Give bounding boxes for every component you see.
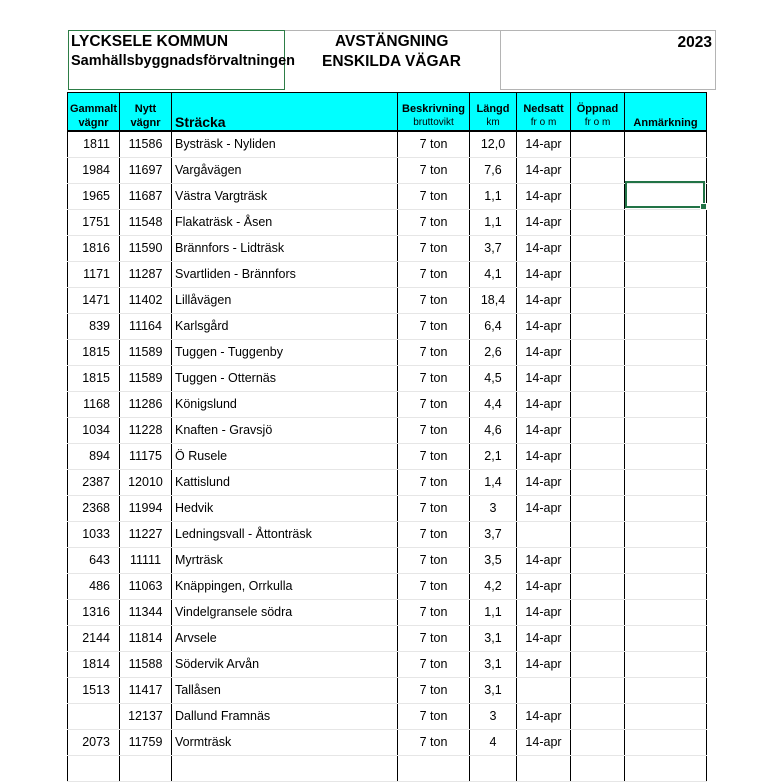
document-year: 2023 [677, 34, 712, 51]
remark-cell[interactable] [625, 521, 707, 547]
route-name-cell[interactable]: Knaften - Gravsjö [172, 417, 398, 443]
length-km-cell[interactable]: 3 [470, 703, 517, 729]
closed-from-cell[interactable]: 14-apr [517, 365, 571, 391]
column-header-remark[interactable]: Anmärkning [625, 93, 707, 131]
route-name-cell[interactable]: Västra Vargträsk [172, 183, 398, 209]
closed-from-cell[interactable]: 14-apr [517, 209, 571, 235]
table-row [68, 703, 707, 729]
opened-from-cell[interactable] [571, 599, 625, 625]
length-km-cell[interactable]: 2,1 [470, 443, 517, 469]
opened-from-cell[interactable] [571, 651, 625, 677]
gross-weight-cell[interactable]: 7 ton [398, 703, 470, 729]
opened-header-bottom: fr o m [584, 116, 611, 128]
new-road-number-cell[interactable]: 11548 [120, 209, 172, 235]
length-km-cell[interactable]: 1,4 [470, 469, 517, 495]
length-km-cell[interactable]: 6,4 [470, 313, 517, 339]
remark-cell[interactable] [625, 365, 707, 391]
route-name-cell[interactable]: Lillåvägen [172, 287, 398, 313]
remark-cell[interactable] [625, 573, 707, 599]
table-row [68, 495, 707, 521]
old-road-number-cell[interactable]: 1965 [68, 183, 120, 209]
column-header-route[interactable]: Sträcka [172, 93, 398, 131]
new-road-number-cell[interactable]: 11589 [120, 339, 172, 365]
table-row [68, 287, 707, 313]
new-road-header-bottom: vägnr [130, 116, 161, 129]
closed-from-cell[interactable]: 14-apr [517, 417, 571, 443]
route-name-cell[interactable]: Arvsele [172, 625, 398, 651]
length-km-cell[interactable]: 4 [470, 729, 517, 755]
gross-weight-cell[interactable]: 7 ton [398, 417, 470, 443]
remark-cell[interactable] [625, 469, 707, 495]
route-name-cell[interactable]: Dallund Framnäs [172, 703, 398, 729]
closed-from-cell[interactable]: 14-apr [517, 261, 571, 287]
route-name-cell[interactable]: Brännfors - Lidträsk [172, 235, 398, 261]
remark-cell[interactable] [625, 287, 707, 313]
closed-from-cell[interactable]: 14-apr [517, 287, 571, 313]
old-road-number-cell[interactable]: 1171 [68, 261, 120, 287]
opened-from-cell[interactable] [571, 313, 625, 339]
route-name-cell[interactable]: Myrträsk [172, 547, 398, 573]
table-header-row [68, 93, 707, 131]
opened-from-cell[interactable] [571, 209, 625, 235]
opened-header-top: Öppnad [576, 102, 619, 115]
route-name-cell[interactable]: Karlsgård [172, 313, 398, 339]
table-row [68, 391, 707, 417]
opened-from-cell[interactable] [571, 573, 625, 599]
new-road-number-cell[interactable]: 11287 [120, 261, 172, 287]
old-road-number-cell[interactable]: 1168 [68, 391, 120, 417]
length-km-cell[interactable]: 3,1 [470, 625, 517, 651]
table-row [68, 157, 707, 183]
closed-from-cell[interactable]: 14-apr [517, 495, 571, 521]
old-road-number-cell[interactable]: 1816 [68, 235, 120, 261]
opened-from-cell[interactable] [571, 677, 625, 703]
new-road-number-cell[interactable]: 11228 [120, 417, 172, 443]
remark-cell[interactable] [625, 313, 707, 339]
old-road-number-cell[interactable]: 643 [68, 547, 120, 573]
new-road-number-cell[interactable]: 11111 [120, 547, 172, 573]
title-block [68, 30, 716, 90]
new-road-number-cell[interactable]: 11286 [120, 391, 172, 417]
closed-from-cell[interactable]: 14-apr [517, 469, 571, 495]
opened-from-cell[interactable] [571, 391, 625, 417]
new-road-number-cell[interactable]: 12010 [120, 469, 172, 495]
gross-weight-cell[interactable]: 7 ton [398, 547, 470, 573]
opened-from-cell[interactable] [571, 625, 625, 651]
column-header-opened-from[interactable] [571, 93, 625, 131]
remark-cell[interactable] [625, 261, 707, 287]
new-road-number-cell[interactable]: 11590 [120, 235, 172, 261]
length-km-cell[interactable]: 4,2 [470, 573, 517, 599]
table-row [68, 469, 707, 495]
new-road-number-cell[interactable]: 11697 [120, 157, 172, 183]
length-km-cell[interactable] [470, 755, 517, 781]
route-name-cell[interactable]: Bysträsk - Nyliden [172, 131, 398, 158]
column-header-old-road-number[interactable] [68, 93, 120, 131]
old-road-number-cell[interactable]: 1316 [68, 599, 120, 625]
old-road-number-cell[interactable]: 1513 [68, 677, 120, 703]
opened-from-cell[interactable] [571, 443, 625, 469]
remark-cell[interactable] [625, 209, 707, 235]
route-name-cell[interactable]: Vindelgransele södra [172, 599, 398, 625]
table-row [68, 547, 707, 573]
length-km-cell[interactable]: 1,1 [470, 183, 517, 209]
opened-from-cell[interactable] [571, 469, 625, 495]
org-department: Samhällsbyggnadsförvaltningen [71, 53, 295, 69]
route-name-cell[interactable]: Vormträsk [172, 729, 398, 755]
document-subtitle: ENSKILDA VÄGAR [322, 53, 461, 70]
table-row [68, 599, 707, 625]
gross-weight-cell[interactable]: 7 ton [398, 131, 470, 158]
old-road-number-cell[interactable]: 1815 [68, 339, 120, 365]
new-road-number-cell[interactable]: 11417 [120, 677, 172, 703]
gross-weight-cell[interactable]: 7 ton [398, 573, 470, 599]
gross-weight-cell[interactable]: 7 ton [398, 677, 470, 703]
table-row [68, 183, 707, 209]
opened-from-cell[interactable] [571, 131, 625, 158]
column-header-length[interactable] [470, 93, 517, 131]
table-row [68, 339, 707, 365]
remark-cell[interactable] [625, 339, 707, 365]
remark-cell[interactable] [625, 729, 707, 755]
length-km-cell[interactable]: 4,6 [470, 417, 517, 443]
opened-from-cell[interactable] [571, 183, 625, 209]
length-km-cell[interactable]: 7,6 [470, 157, 517, 183]
opened-from-cell[interactable] [571, 521, 625, 547]
new-road-number-cell[interactable]: 12137 [120, 703, 172, 729]
gross-weight-cell[interactable]: 7 ton [398, 469, 470, 495]
length-header-bottom: km [486, 116, 500, 128]
column-header-description[interactable] [398, 93, 470, 131]
remark-cell[interactable] [625, 677, 707, 703]
column-header-closed-from[interactable] [517, 93, 571, 131]
table-row [68, 261, 707, 287]
org-name: LYCKSELE KOMMUN [71, 33, 229, 50]
table-row [68, 755, 707, 781]
route-name-cell[interactable]: Kattislund [172, 469, 398, 495]
route-name-cell[interactable]: Knäppingen, Orrkulla [172, 573, 398, 599]
opened-from-cell[interactable] [571, 365, 625, 391]
opened-from-cell[interactable] [571, 235, 625, 261]
length-km-cell[interactable]: 4,1 [470, 261, 517, 287]
gross-weight-cell[interactable]: 7 ton [398, 625, 470, 651]
old-road-number-cell[interactable]: 486 [68, 573, 120, 599]
remark-cell[interactable] [625, 651, 707, 677]
gross-weight-cell[interactable]: 7 ton [398, 729, 470, 755]
remark-cell[interactable] [625, 443, 707, 469]
gross-weight-cell[interactable]: 7 ton [398, 391, 470, 417]
new-road-number-cell[interactable]: 11344 [120, 599, 172, 625]
length-km-cell[interactable]: 3,1 [470, 677, 517, 703]
closed-from-cell[interactable]: 14-apr [517, 443, 571, 469]
length-km-cell[interactable]: 3,1 [470, 651, 517, 677]
remark-cell[interactable] [625, 157, 707, 183]
closed-from-cell[interactable]: 14-apr [517, 183, 571, 209]
length-km-cell[interactable]: 2,6 [470, 339, 517, 365]
length-km-cell[interactable]: 4,5 [470, 365, 517, 391]
table-row [68, 729, 707, 755]
closed-from-cell[interactable] [517, 755, 571, 781]
closed-from-cell[interactable]: 14-apr [517, 703, 571, 729]
length-km-cell[interactable]: 1,1 [470, 599, 517, 625]
old-road-number-cell[interactable]: 1984 [68, 157, 120, 183]
opened-from-cell[interactable] [571, 261, 625, 287]
old-road-number-cell[interactable]: 1811 [68, 131, 120, 158]
route-name-cell[interactable]: Ö Rusele [172, 443, 398, 469]
closed-from-cell[interactable]: 14-apr [517, 651, 571, 677]
closed-header-top: Nedsatt [523, 102, 564, 115]
new-road-number-cell[interactable]: 11759 [120, 729, 172, 755]
route-name-cell[interactable]: Tuggen - Otternäs [172, 365, 398, 391]
gross-weight-cell[interactable]: 7 ton [398, 521, 470, 547]
gross-weight-cell[interactable]: 7 ton [398, 443, 470, 469]
old-road-number-cell[interactable]: 2144 [68, 625, 120, 651]
gross-weight-cell[interactable]: 7 ton [398, 495, 470, 521]
closed-from-cell[interactable]: 14-apr [517, 131, 571, 158]
old-road-header-bottom: vägnr [78, 116, 109, 129]
new-road-number-cell[interactable]: 11164 [120, 313, 172, 339]
table-body [68, 131, 707, 782]
gross-weight-cell[interactable]: 7 ton [398, 339, 470, 365]
new-road-header-top: Nytt [134, 102, 157, 115]
table-row [68, 443, 707, 469]
remark-cell[interactable] [625, 183, 707, 209]
length-km-cell[interactable]: 1,1 [470, 209, 517, 235]
table-row [68, 573, 707, 599]
closed-from-cell[interactable]: 14-apr [517, 573, 571, 599]
closed-header-bottom: fr o m [530, 116, 557, 128]
gross-weight-cell[interactable]: 7 ton [398, 365, 470, 391]
old-road-header-top: Gammalt [69, 102, 118, 115]
old-road-number-cell[interactable]: 1814 [68, 651, 120, 677]
closed-from-cell[interactable]: 14-apr [517, 391, 571, 417]
closed-from-cell[interactable] [517, 677, 571, 703]
old-road-number-cell[interactable]: 1033 [68, 521, 120, 547]
new-road-number-cell[interactable]: 11175 [120, 443, 172, 469]
length-km-cell[interactable]: 3,7 [470, 521, 517, 547]
old-road-number-cell[interactable]: 894 [68, 443, 120, 469]
table-row [68, 131, 707, 158]
gross-weight-cell[interactable]: 7 ton [398, 209, 470, 235]
route-name-cell[interactable]: Königslund [172, 391, 398, 417]
old-road-number-cell[interactable] [68, 755, 120, 781]
old-road-number-cell[interactable]: 2073 [68, 729, 120, 755]
old-road-number-cell[interactable]: 2387 [68, 469, 120, 495]
table-row [68, 365, 707, 391]
remark-cell[interactable] [625, 391, 707, 417]
description-header-bottom: bruttovikt [413, 116, 454, 128]
length-header-top: Längd [476, 102, 510, 115]
table-row [68, 651, 707, 677]
new-road-number-cell[interactable]: 11588 [120, 651, 172, 677]
closed-from-cell[interactable]: 14-apr [517, 729, 571, 755]
new-road-number-cell[interactable]: 11994 [120, 495, 172, 521]
remark-cell[interactable] [625, 547, 707, 573]
closed-from-cell[interactable]: 14-apr [517, 625, 571, 651]
new-road-number-cell[interactable]: 11586 [120, 131, 172, 158]
new-road-number-cell[interactable]: 11063 [120, 573, 172, 599]
closed-from-cell[interactable]: 14-apr [517, 157, 571, 183]
route-name-cell[interactable]: Vargåvägen [172, 157, 398, 183]
route-name-cell[interactable]: Ledningsvall - Åttonträsk [172, 521, 398, 547]
closed-from-cell[interactable]: 14-apr [517, 339, 571, 365]
old-road-number-cell[interactable]: 1471 [68, 287, 120, 313]
old-road-number-cell[interactable]: 2368 [68, 495, 120, 521]
route-name-cell[interactable] [172, 755, 398, 781]
closed-from-cell[interactable]: 14-apr [517, 599, 571, 625]
gross-weight-cell[interactable]: 7 ton [398, 599, 470, 625]
table-row [68, 209, 707, 235]
table-row [68, 417, 707, 443]
opened-from-cell[interactable] [571, 703, 625, 729]
opened-from-cell[interactable] [571, 755, 625, 781]
route-name-cell[interactable]: Södervik Arvån [172, 651, 398, 677]
remark-cell[interactable] [625, 131, 707, 158]
route-name-cell[interactable]: Tallåsen [172, 677, 398, 703]
route-name-cell[interactable]: Tuggen - Tuggenby [172, 339, 398, 365]
column-header-new-road-number[interactable] [120, 93, 172, 131]
opened-from-cell[interactable] [571, 417, 625, 443]
opened-from-cell[interactable] [571, 729, 625, 755]
opened-from-cell[interactable] [571, 287, 625, 313]
gross-weight-cell[interactable]: 7 ton [398, 157, 470, 183]
route-name-cell[interactable]: Flakaträsk - Åsen [172, 209, 398, 235]
remark-cell[interactable] [625, 703, 707, 729]
length-km-cell[interactable]: 18,4 [470, 287, 517, 313]
gross-weight-cell[interactable]: 7 ton [398, 261, 470, 287]
length-km-cell[interactable]: 12,0 [470, 131, 517, 158]
new-road-number-cell[interactable]: 11814 [120, 625, 172, 651]
gross-weight-cell[interactable]: 7 ton [398, 313, 470, 339]
gross-weight-cell[interactable]: 7 ton [398, 183, 470, 209]
table-row [68, 235, 707, 261]
remark-cell[interactable] [625, 417, 707, 443]
gross-weight-cell[interactable]: 7 ton [398, 235, 470, 261]
table-row [68, 313, 707, 339]
new-road-number-cell[interactable]: 11227 [120, 521, 172, 547]
route-name-cell[interactable]: Hedvik [172, 495, 398, 521]
length-km-cell[interactable]: 3,7 [470, 235, 517, 261]
closed-from-cell[interactable]: 14-apr [517, 547, 571, 573]
remark-cell[interactable] [625, 755, 707, 781]
length-km-cell[interactable]: 3 [470, 495, 517, 521]
opened-from-cell[interactable] [571, 339, 625, 365]
remark-cell[interactable] [625, 495, 707, 521]
gross-weight-cell[interactable]: 7 ton [398, 287, 470, 313]
length-km-cell[interactable]: 4,4 [470, 391, 517, 417]
old-road-number-cell[interactable]: 1034 [68, 417, 120, 443]
old-road-number-cell[interactable]: 1751 [68, 209, 120, 235]
opened-from-cell[interactable] [571, 495, 625, 521]
description-header-top: Beskrivning [402, 102, 465, 115]
new-road-number-cell[interactable] [120, 755, 172, 781]
table-row [68, 625, 707, 651]
opened-from-cell[interactable] [571, 157, 625, 183]
new-road-number-cell[interactable]: 11687 [120, 183, 172, 209]
new-road-number-cell[interactable]: 11589 [120, 365, 172, 391]
closed-from-cell[interactable]: 14-apr [517, 235, 571, 261]
closed-from-cell[interactable]: 14-apr [517, 313, 571, 339]
new-road-number-cell[interactable]: 11402 [120, 287, 172, 313]
length-km-cell[interactable]: 3,5 [470, 547, 517, 573]
remark-cell[interactable] [625, 625, 707, 651]
table-row [68, 521, 707, 547]
opened-from-cell[interactable] [571, 547, 625, 573]
old-road-number-cell[interactable] [68, 703, 120, 729]
gross-weight-cell[interactable] [398, 755, 470, 781]
table-row [68, 677, 707, 703]
road-closure-table [67, 92, 707, 782]
remark-cell[interactable] [625, 599, 707, 625]
old-road-number-cell[interactable]: 1815 [68, 365, 120, 391]
document-title: AVSTÄNGNING [335, 33, 449, 50]
closed-from-cell[interactable] [517, 521, 571, 547]
old-road-number-cell[interactable]: 839 [68, 313, 120, 339]
route-name-cell[interactable]: Svartliden - Brännfors [172, 261, 398, 287]
remark-cell[interactable] [625, 235, 707, 261]
gross-weight-cell[interactable]: 7 ton [398, 651, 470, 677]
